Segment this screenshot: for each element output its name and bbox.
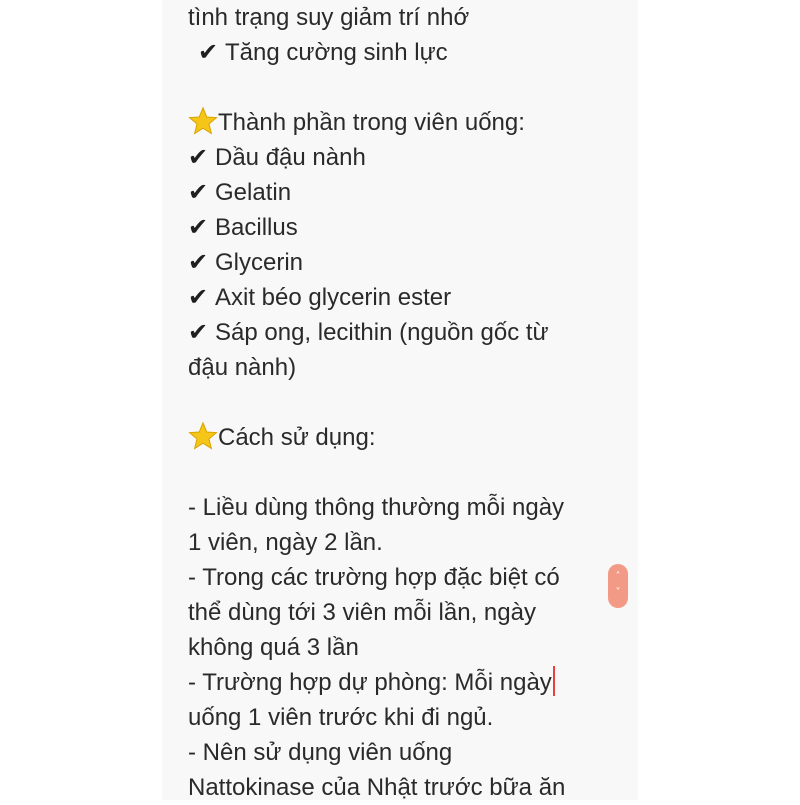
- list-item: [188, 175, 608, 210]
- list-item: [188, 140, 608, 175]
- scroll-down-icon: ˅: [615, 587, 621, 598]
- check-icon: ✔: [188, 214, 209, 241]
- check-icon: ✔: [188, 284, 209, 311]
- section-heading-usage: [188, 420, 608, 455]
- text-segment: - Trường hợp dự phòng: Mỗi ngày: [188, 669, 552, 696]
- text-line: tình trạng suy giảm trí nhớ: [188, 4, 470, 31]
- text-line: uống 1 viên trước khi đi ngủ.: [188, 704, 494, 731]
- list-item-text: Glycerin: [215, 249, 304, 276]
- list-item: [188, 35, 608, 70]
- blank-line: [188, 70, 608, 105]
- text-line: Nattokinase của Nhật trước bữa ăn: [188, 774, 566, 801]
- text-line: 1 viên, ngày 2 lần.: [188, 529, 383, 556]
- list-item-text: Bacillus: [215, 214, 298, 241]
- list-item: [188, 280, 608, 315]
- check-icon: ✔: [188, 144, 209, 171]
- check-icon: ✔: [198, 39, 219, 66]
- list-item-text: Axit béo glycerin ester: [215, 284, 452, 311]
- list-item: [188, 315, 608, 350]
- section-heading-text: Thành phần trong viên uống:: [218, 109, 525, 136]
- list-item: [188, 245, 608, 280]
- section-heading-text: Cách sử dụng:: [218, 424, 376, 451]
- fast-scroll-handle[interactable]: [608, 564, 628, 608]
- scroll-up-icon: ˄: [615, 571, 621, 582]
- list-item: [188, 210, 608, 245]
- blank-line: [188, 385, 608, 420]
- list-item-text: Gelatin: [215, 179, 292, 206]
- text-line: thể dùng tới 3 viên mỗi lần, ngày: [188, 599, 536, 626]
- check-icon: ✔: [188, 319, 209, 346]
- list-item-text: Tăng cường sinh lực: [225, 39, 448, 66]
- check-icon: ✔: [188, 249, 209, 276]
- check-icon: ✔: [188, 179, 209, 206]
- note-text-area[interactable]: [188, 0, 608, 805]
- text-line-with-cursor: [188, 665, 608, 700]
- list-item-text: Sáp ong, lecithin (nguồn gốc từ: [215, 319, 549, 346]
- text-line: - Trong các trường hợp đặc biệt có: [188, 564, 560, 591]
- text-line: - Liều dùng thông thường mỗi ngày: [188, 494, 565, 521]
- text-line: đậu nành): [188, 354, 297, 381]
- text-line: không quá 3 lần: [188, 634, 359, 661]
- text-line: - Nên sử dụng viên uống: [188, 739, 453, 766]
- blank-line: [188, 455, 608, 490]
- section-heading-ingredients: [188, 105, 608, 140]
- star-icon: [188, 421, 218, 451]
- list-item-text: Dầu đậu nành: [215, 144, 366, 171]
- text-cursor: [553, 666, 555, 696]
- star-icon: [188, 106, 218, 136]
